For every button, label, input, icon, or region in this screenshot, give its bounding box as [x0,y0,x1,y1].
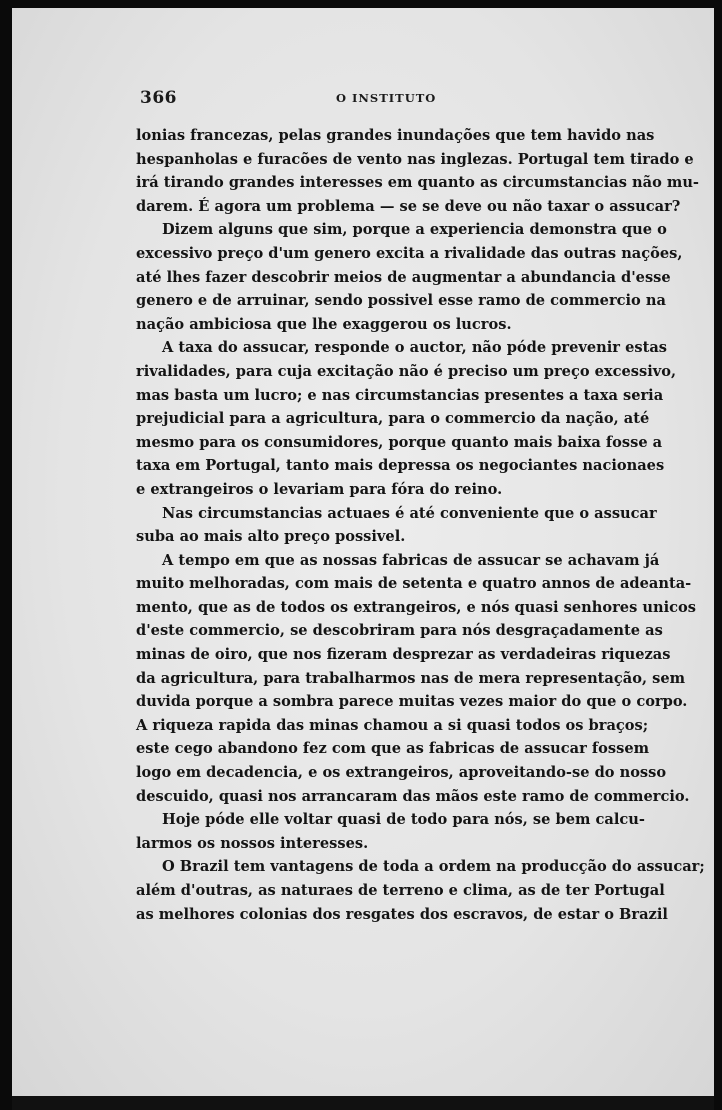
text-line: larmos os nossos interesses. [136,834,369,852]
text-line: logo em decadencia, e os extrangeiros, aproveitando-se do nosso [136,764,667,782]
text-line: Nas circumstancias actuaes é até conveniente que o assucar [162,504,657,522]
text-line: Dizem alguns que sim, porque a experiencia demonstra que o [162,221,667,239]
body-text [136,124,705,926]
text-line: duvida porque a sombra parece muitas vezes maior do que o corpo. [136,693,688,711]
text-line: A taxa do assucar, responde o auctor, não póde prevenir estas [162,339,667,357]
text-line: mas basta um lucro; e nas circumstancias presentes a taxa seria [136,386,664,404]
paragraph [136,218,683,336]
text-line: excessivo preço d'um genero excita a rivalidade das outras nações, [136,244,683,262]
text-line: além d'outras, as naturaes de terreno e clima, as de ter Portugal [136,882,665,899]
paragraph [136,549,696,809]
text-line: lonias francezas, pelas grandes inundações que tem havido nas [136,127,655,144]
text-line: hespanholas e furacões de vento nas inglezas. Portugal tem tirado e [136,150,694,168]
text-line: muito melhoradas, com mais de setenta e quatro annos de adeanta- [136,575,692,593]
text-line: da agricultura, para trabalharmos nas de mera representação, sem [136,669,686,687]
text-line: prejudicial para a agricultura, para o commercio da nação, até [136,410,650,428]
text-line: mesmo para os consumidores, porque quanto mais baixa fosse a [136,433,663,451]
text-line: minas de oiro, que nos fizeram desprezar as verdadeiras riquezas [136,646,671,664]
text-line: d'este commercio, se descobriram para nós desgraçadamente as [136,622,663,640]
paragraph [136,808,645,855]
text-line: nação ambiciosa que lhe exaggerou os lucros. [136,315,512,333]
text-line: O Brazil tem vantagens de toda a ordem na producção do assucar; [162,858,705,876]
running-title: O INSTITUTO [336,91,437,105]
page-header [140,88,622,110]
text-line: as melhores colonias dos resgates dos escravos, de estar o Brazil [136,905,668,923]
text-line: darem. É agora um problema — se se deve ou não taxar o assucar? [136,197,681,215]
text-line: rivalidades, para cuja excitação não é preciso um preço excessivo, [136,362,677,380]
text-line: e extrangeiros o levariam para fóra do reino. [136,480,503,498]
text-line: descuido, quasi nos arrancaram das mãos este ramo de commercio. [136,787,690,805]
text-line: A riqueza rapida das minas chamou a si quasi todos os braços; [136,716,649,734]
paragraph [136,855,705,926]
text-line: irá tirando grandes interesses em quanto as circumstancias não mu- [136,174,699,192]
paragraph [136,336,677,501]
text-line: taxa em Portugal, tanto mais depressa os negociantes nacionaes [136,457,665,475]
text-line: A tempo em que as nossas fabricas de assucar se achavam já [162,551,660,569]
text-line: mento, que as de todos os extrangeiros, e nós quasi senhores unicos [136,598,696,616]
text-line: suba ao mais alto preço possivel. [136,528,406,546]
text-line: genero e de arruinar, sendo possivel esse ramo de commercio na [136,292,666,310]
text-line: até lhes fazer descobrir meios de augmentar a abundancia d'esse [136,268,671,286]
text-line: este cego abandono fez com que as fabricas de assucar fossem [136,740,650,758]
paragraph [136,502,657,549]
page-bottom-edge [12,1096,714,1110]
page-number: 366 [140,88,177,108]
paragraph [136,124,699,218]
text-line: Hoje póde elle voltar quasi de todo para nós, se bem calcu- [162,811,645,829]
